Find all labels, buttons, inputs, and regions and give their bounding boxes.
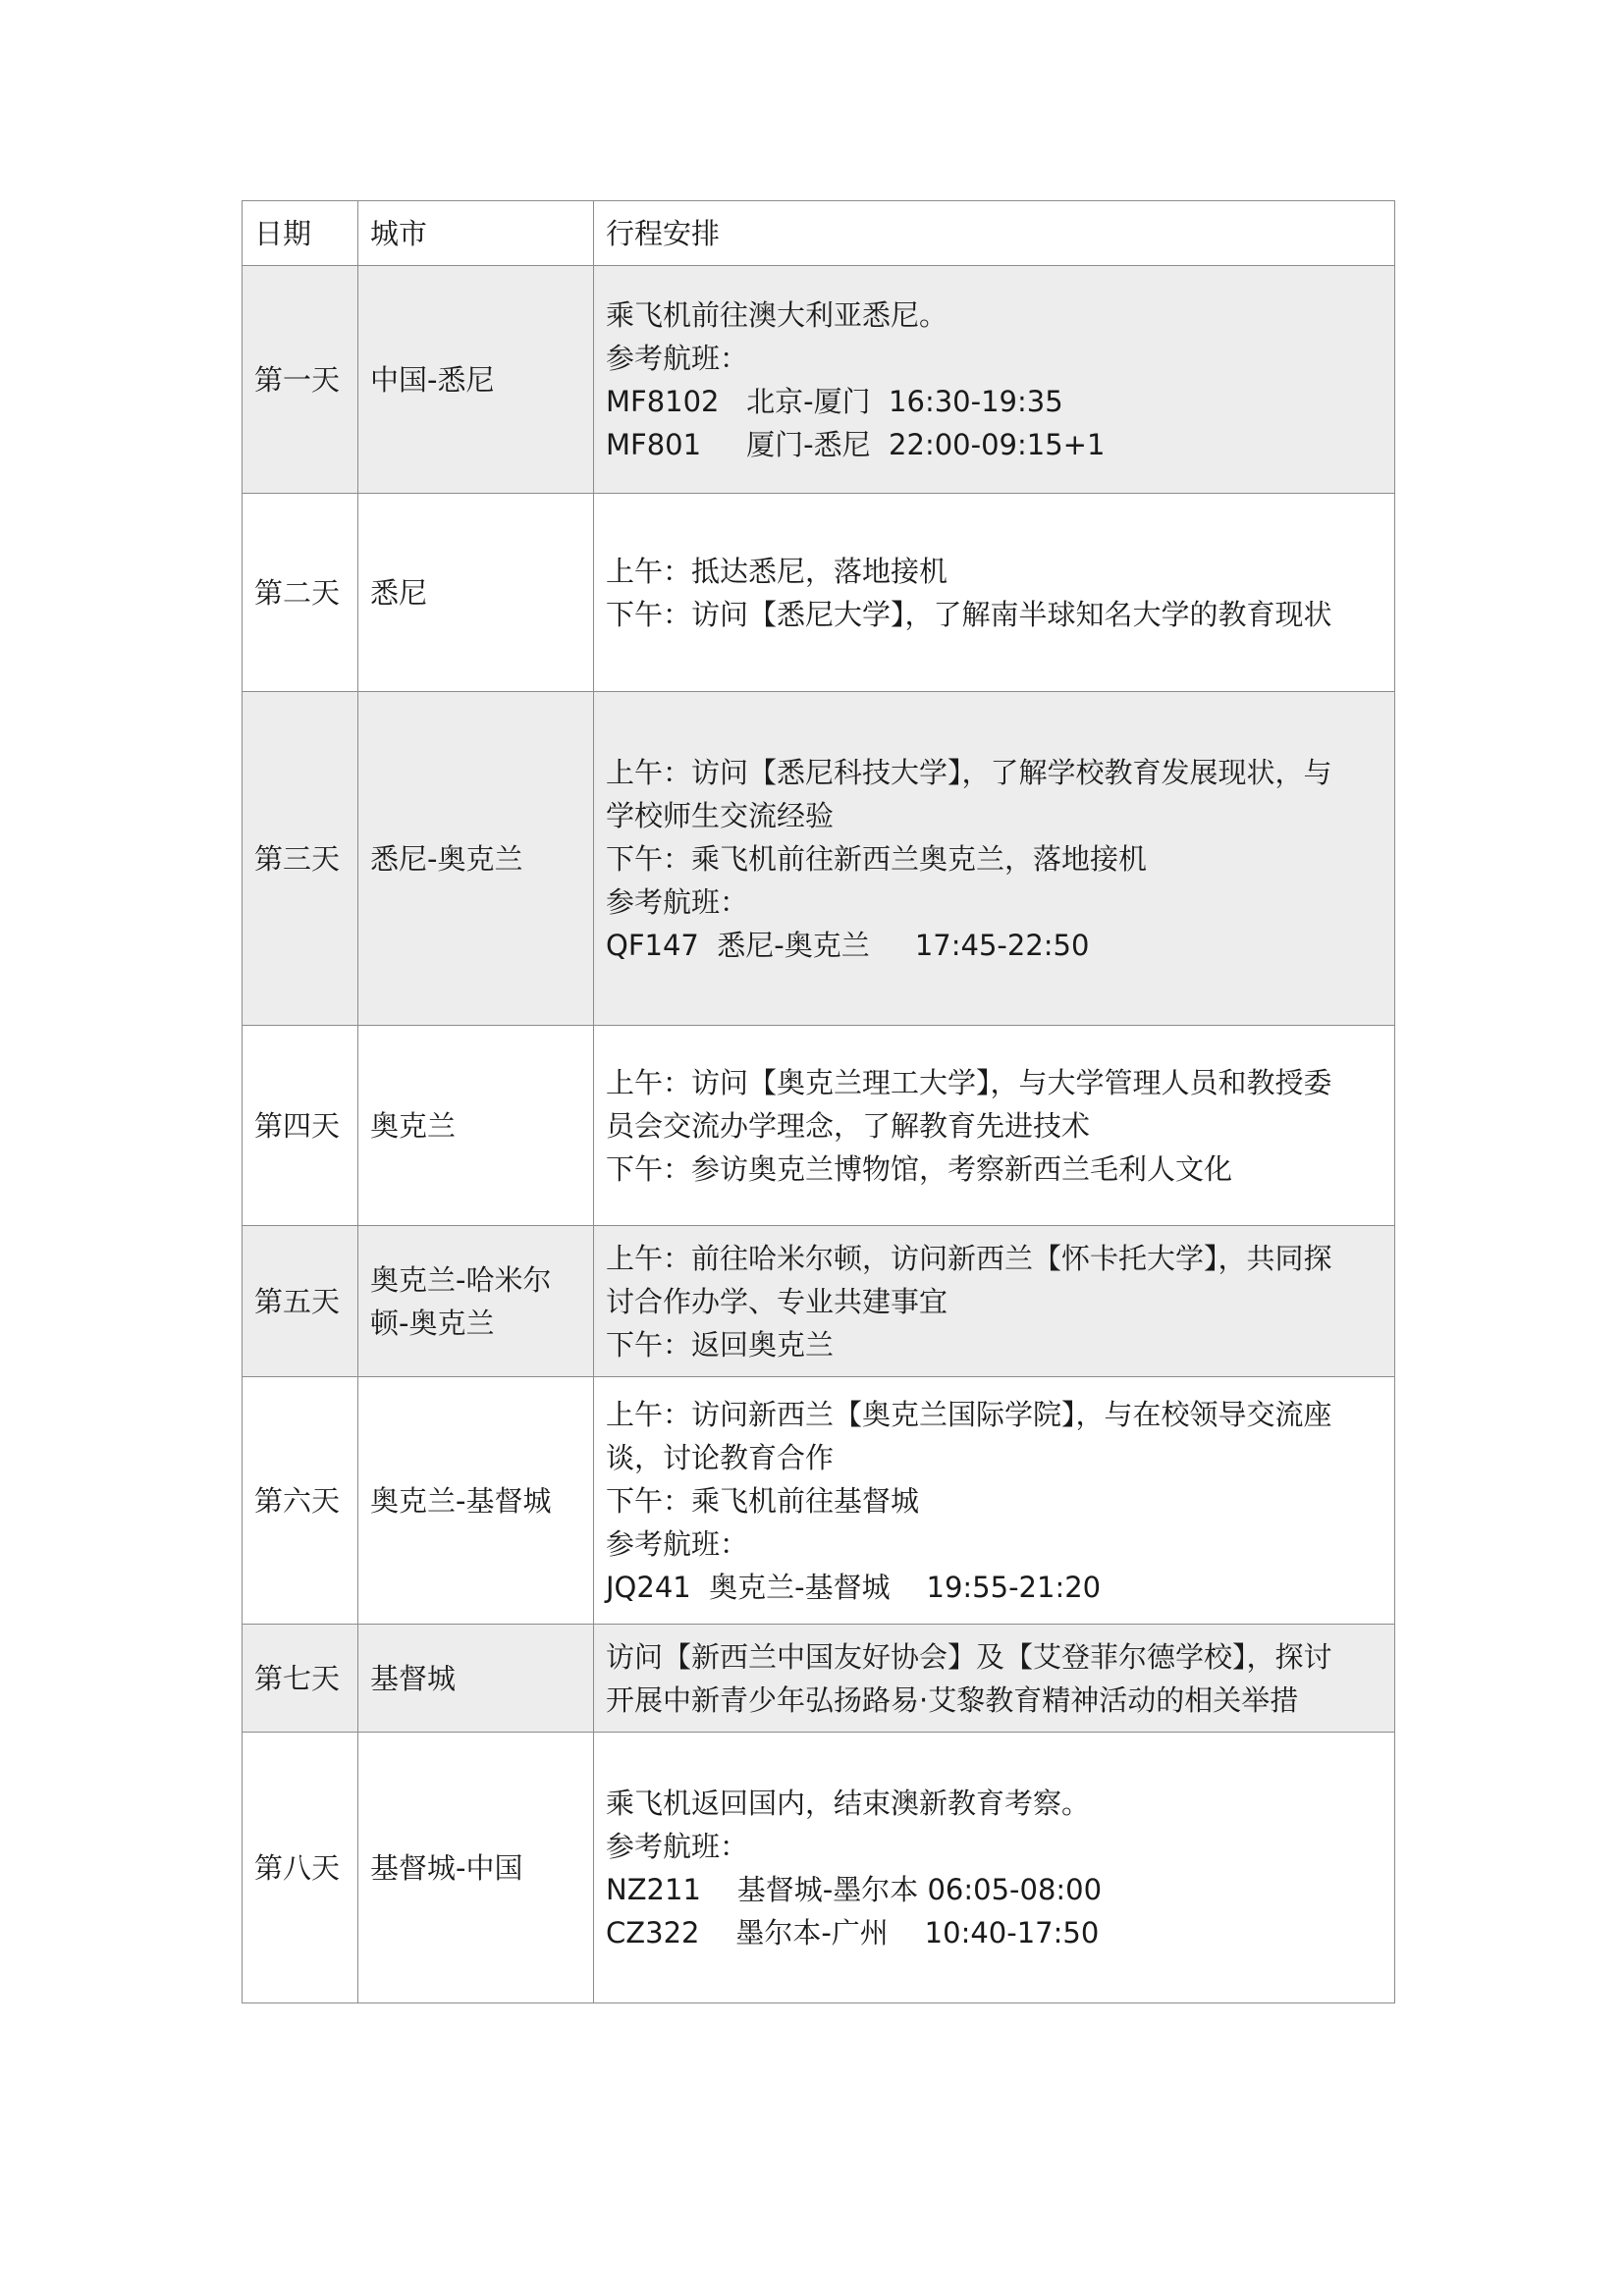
row-plan (594, 1377, 1395, 1625)
plan-line: 参考航班： (606, 1526, 749, 1561)
plan-line: 开展中新青少年弘扬路易·艾黎教育精神活动的相关举措 (606, 1682, 1299, 1717)
row-plan (594, 1733, 1395, 2003)
row-city: 奥克兰 (358, 1026, 594, 1226)
plan-line: QF147 悉尼-奥克兰 17:45-22:50 (606, 928, 1090, 962)
plan-line: MF8102 北京-厦门 16:30-19:35 (606, 384, 1063, 418)
plan-line: 员会交流办学理念，了解教育先进技术 (606, 1108, 1091, 1143)
row-plan (594, 1226, 1395, 1377)
plan-line: 参考航班： (606, 1829, 749, 1863)
plan-line: 谈，讨论教育合作 (606, 1440, 835, 1474)
row-date: 第四天 (243, 1026, 358, 1226)
row-plan (594, 494, 1395, 692)
row-date: 第八天 (243, 1733, 358, 2003)
plan-line: 乘飞机返回国内，结束澳新教育考察。 (606, 1786, 1091, 1820)
row-city: 悉尼-奥克兰 (358, 692, 594, 1026)
plan-line: 下午：乘飞机前往新西兰奥克兰，落地接机 (606, 841, 1148, 876)
table-row-day-3 (243, 692, 1395, 1026)
plan-line: 学校师生交流经验 (606, 798, 835, 832)
row-city: 悉尼 (358, 494, 594, 692)
header-date: 日期 (243, 201, 358, 266)
row-plan (594, 1625, 1395, 1733)
row-city: 奥克兰-基督城 (358, 1377, 594, 1625)
table-row-day-2 (243, 494, 1395, 692)
itinerary-table (242, 200, 1395, 2003)
plan-line: 上午：访问【奥克兰理工大学】，与大学管理人员和教授委 (606, 1065, 1332, 1099)
row-city: 基督城-中国 (358, 1733, 594, 2003)
row-date: 第三天 (243, 692, 358, 1026)
plan-line: 访问【新西兰中国友好协会】及【艾登菲尔德学校】，探讨 (606, 1639, 1332, 1674)
plan-line: 上午：前往哈米尔顿，访问新西兰【怀卡托大学】，共同探 (606, 1241, 1332, 1275)
table-row-day-8 (243, 1733, 1395, 2003)
row-plan (594, 692, 1395, 1026)
row-date: 第七天 (243, 1625, 358, 1733)
plan-line: 下午：乘飞机前往基督城 (606, 1483, 920, 1518)
row-plan (594, 266, 1395, 494)
table-row-day-5 (243, 1226, 1395, 1377)
table-row-day-4 (243, 1026, 1395, 1226)
plan-line: NZ211 基督城-墨尔本 06:05-08:00 (606, 1872, 1103, 1906)
header-city: 城市 (358, 201, 594, 266)
row-city: 奥克兰-哈米尔顿-奥克兰 (358, 1226, 594, 1377)
plan-line: 下午：返回奥克兰 (606, 1327, 835, 1362)
table-row-day-7 (243, 1625, 1395, 1733)
row-date: 第五天 (243, 1226, 358, 1377)
plan-line: 下午：参访奥克兰博物馆，考察新西兰毛利人文化 (606, 1151, 1233, 1186)
table-row-day-1 (243, 266, 1395, 494)
plan-line: 参考航班： (606, 884, 749, 919)
plan-line: JQ241 奥克兰-基督城 19:55-21:20 (606, 1570, 1102, 1604)
table-row-day-6 (243, 1377, 1395, 1625)
plan-line: MF801 厦门-悉尼 22:00-09:15+1 (606, 427, 1106, 461)
plan-line: 上午：访问新西兰【奥克兰国际学院】，与在校领导交流座 (606, 1397, 1332, 1431)
row-city: 基督城 (358, 1625, 594, 1733)
plan-line: 乘飞机前往澳大利亚悉尼。 (606, 297, 948, 332)
table-header-row (243, 201, 1395, 266)
row-plan (594, 1026, 1395, 1226)
plan-line: CZ322 墨尔本-广州 10:40-17:50 (606, 1915, 1100, 1949)
plan-line: 讨合作办学、专业共建事宜 (606, 1284, 948, 1318)
plan-line: 上午：访问【悉尼科技大学】，了解学校教育发展现状，与 (606, 755, 1332, 789)
plan-line: 下午：访问【悉尼大学】，了解南半球知名大学的教育现状 (606, 597, 1332, 631)
row-date: 第六天 (243, 1377, 358, 1625)
plan-line: 参考航班： (606, 341, 749, 375)
row-date: 第二天 (243, 494, 358, 692)
row-date: 第一天 (243, 266, 358, 494)
plan-line: 上午：抵达悉尼，落地接机 (606, 554, 948, 588)
header-plan: 行程安排 (594, 201, 1395, 266)
row-city: 中国-悉尼 (358, 266, 594, 494)
